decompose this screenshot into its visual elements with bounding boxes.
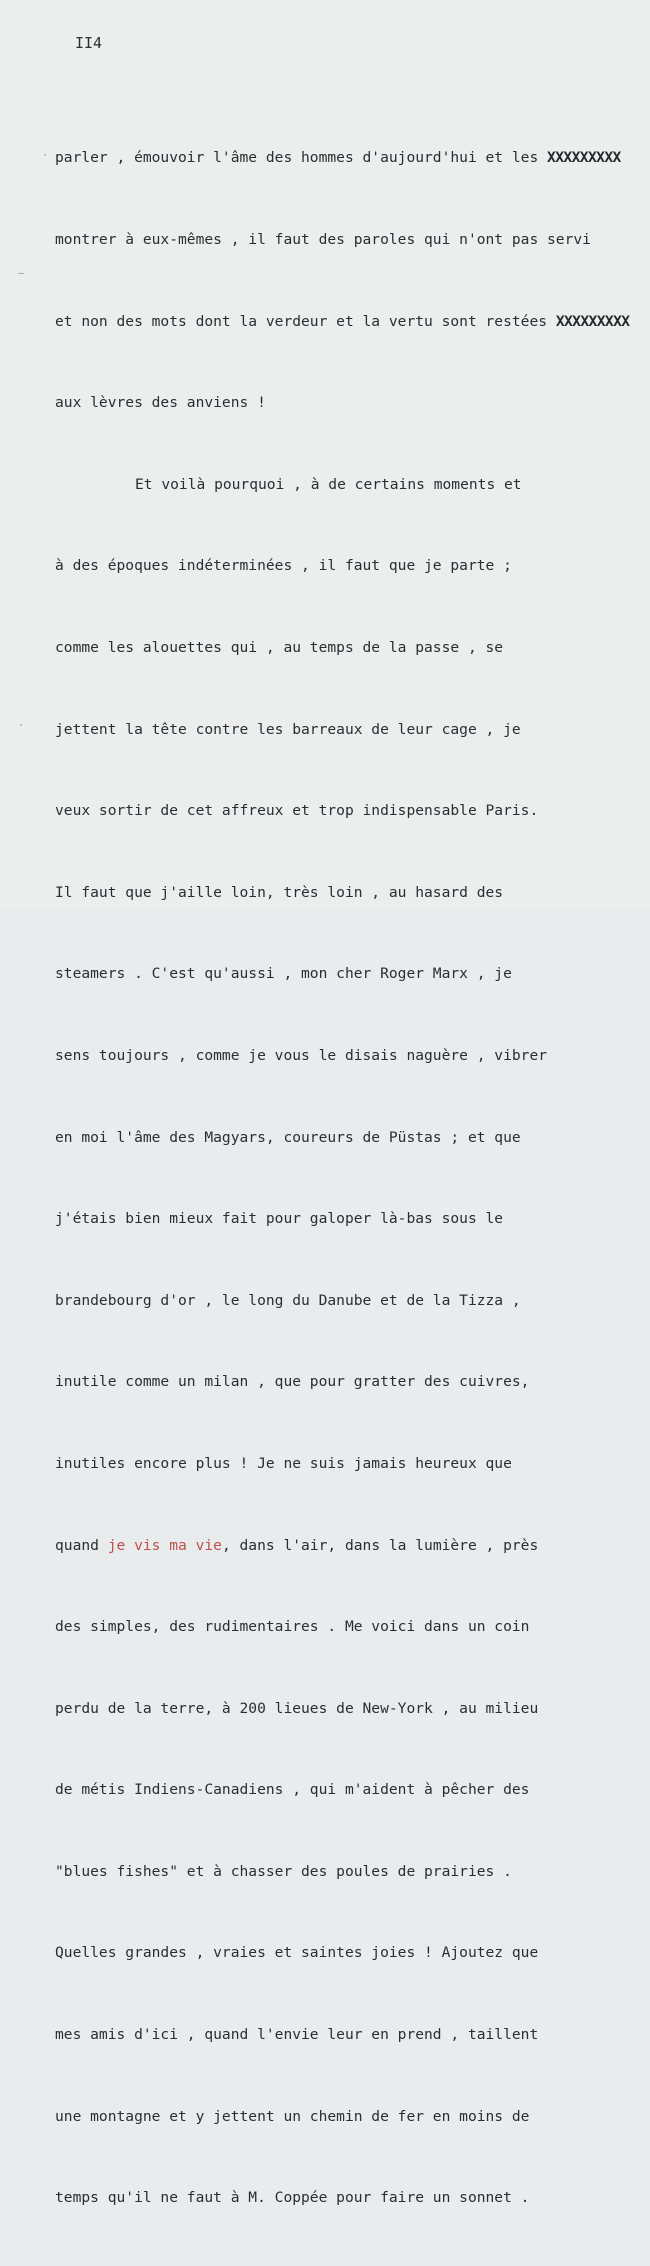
margin-mark: · [42,150,49,161]
text-line-13: en moi l'âme des Magyars, coureurs de Püstas ; et que [55,1128,521,1146]
struck-out-word: XXXXXXXXX [555,312,630,330]
text-line-16: inutile comme un milan , que pour gratter des cuivres, [55,1373,530,1391]
text-line-3 [55,308,630,335]
text-line-21: de métis Indiens-Canadiens , qui m'aident à pêcher des [55,1781,530,1799]
text-line-25: une montagne et y jettent un chemin de fer en moins de [55,2107,530,2125]
text-line-4: aux lèvres des anviens ! [55,394,266,412]
text-line-7: comme les alouettes qui , au temps de la passe , se [55,638,504,656]
text-line-1 [55,144,625,171]
margin-mark: — [18,268,25,279]
text-line-19: des simples, des rudimentaires . Me voici dans un coin [55,1618,530,1636]
text-line-24: mes amis d'ici , quand l'envie leur en prend , taillent [55,2026,539,2044]
text-segment: parler , émouvoir l'âme des hommes d'aujourd'hui et les [55,149,548,167]
text-line-15: brandebourg d'or , le long du Danube et de la Tizza , [55,1291,521,1309]
text-line-10: Il faut que j'aille loin, très loin , au hasard des [55,883,504,901]
text-line-6: à des époques indéterminées , il faut que je parte ; [55,557,512,575]
text-line-8: jettent la tête contre les barreaux de leur cage , je [55,720,521,738]
text-line-17: inutiles encore plus ! Je ne suis jamais heureux que [55,1454,512,1472]
text-line-26: temps qu'il ne faut à M. Coppée pour faire un sonnet . [55,2189,530,2207]
body-text [55,90,630,2266]
text-line-23: Quelles grandes , vraies et saintes joies ! Ajoutez que [55,1944,539,1962]
page-number: II4 [75,34,103,52]
text-line-9: veux sortir de cet affreux et trop indispensable Paris. [55,802,539,820]
text-line-12: sens toujours , comme je vous le disais naguère , vibrer [55,1046,548,1064]
margin-mark: · [18,720,25,731]
text-line-20: perdu de la terre, à 200 lieues de New-York , au milieu [55,1699,539,1717]
text-line-11: steamers . C'est qu'aussi , mon cher Roger Marx , je [55,965,512,983]
text-line-2: montrer à eux-mêmes , il faut des paroles qui n'ont pas servi [55,231,591,248]
text-segment: quand [55,1536,108,1554]
text-segment: , dans l'air, dans la lumière , près [221,1536,539,1554]
struck-out-word: XXXXXXXXX [547,149,621,167]
text-line-14: j'étais bien mieux fait pour galoper là-bas sous le [55,1210,504,1228]
text-line-18 [55,1532,625,1559]
red-ink-phrase: je vis ma vie [107,1536,222,1554]
text-line-5: Et voilà pourquoi , à de certains moments et [135,475,522,493]
text-segment: et non des mots dont la verdeur et la vertu sont restées [55,312,556,330]
text-line-22: "blues fishes" et à chasser des poules de prairies . [55,1862,512,1880]
